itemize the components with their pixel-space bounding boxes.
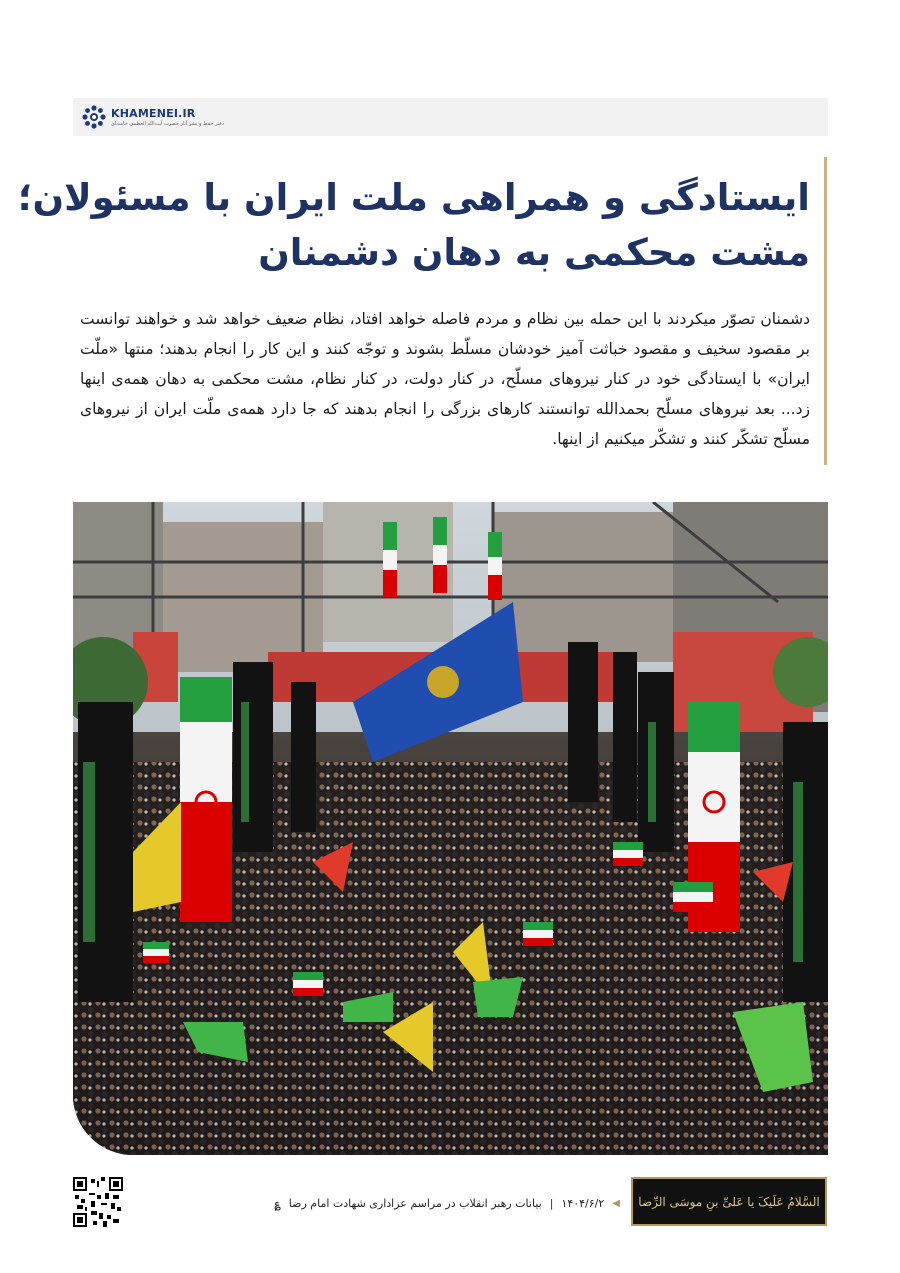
speech-caption: بیانات رهبر انقلاب در مراسم عزاداری شهادت امام رضا [288, 1196, 542, 1210]
khamenei-logo[interactable] [81, 104, 224, 130]
quote-body: دشمنان تصوّر میکردند با این حمله بین نظام و مردم فاصله خواهد افتاد، نظام ضعیف خواهد شد و خواهند توانست بر مقصود سخیف و مقصود خباثت آمیز خودشان مسلّط بشوند و توجّه کنند و این کار را انجام بدهند؛ منتها «ملّت ایران» با ایستادگی خود در کنار نیروهای مسلّح، در کنار دولت، در کنار نظام، مشت محکمی به دهان همه‌ی اینها زد... بعد نیروهای مسلّح بحمدالله توانستند کارهای بزرگی را انجام بدهند که جا دارد همه‌ی ملّت ایران از نیروهای مسلّح تشکّر کنند و تشکّر میکنیم از اینها. [80, 310, 810, 448]
header-bar [73, 98, 828, 136]
calligraphy-plaque [631, 1177, 827, 1226]
crowd-photo [73, 502, 828, 1155]
calligraphy-text: السَّلامُ عَلَیکَ یا عَلیِّ بنِ موسَی الرِّضا [638, 1194, 820, 1209]
caption-separator: | [549, 1196, 554, 1210]
logo-text: KHAMENEI.IR [111, 107, 196, 120]
title-line-1: ایستادگی و همراهی ملت ایران با مسئولان؛ [17, 176, 810, 219]
logo-subtext: دفتر حفظ و نشر آثار حضرت آیت‌الله العظمی خامنه‌ای [111, 121, 224, 127]
speech-date: ۱۴۰۴/۶/۲ [561, 1196, 605, 1210]
title-line-2: مشت محکمی به دهان دشمنان [258, 231, 810, 274]
qr-code[interactable] [73, 1177, 123, 1227]
title-accent-line [824, 157, 827, 465]
honorific-symbol: ؏ [274, 1196, 281, 1210]
logo-emblem-icon [81, 104, 107, 130]
page-title [17, 170, 810, 280]
caption-triangle-icon: ◀ [612, 1197, 620, 1209]
footer-caption [200, 1193, 620, 1213]
